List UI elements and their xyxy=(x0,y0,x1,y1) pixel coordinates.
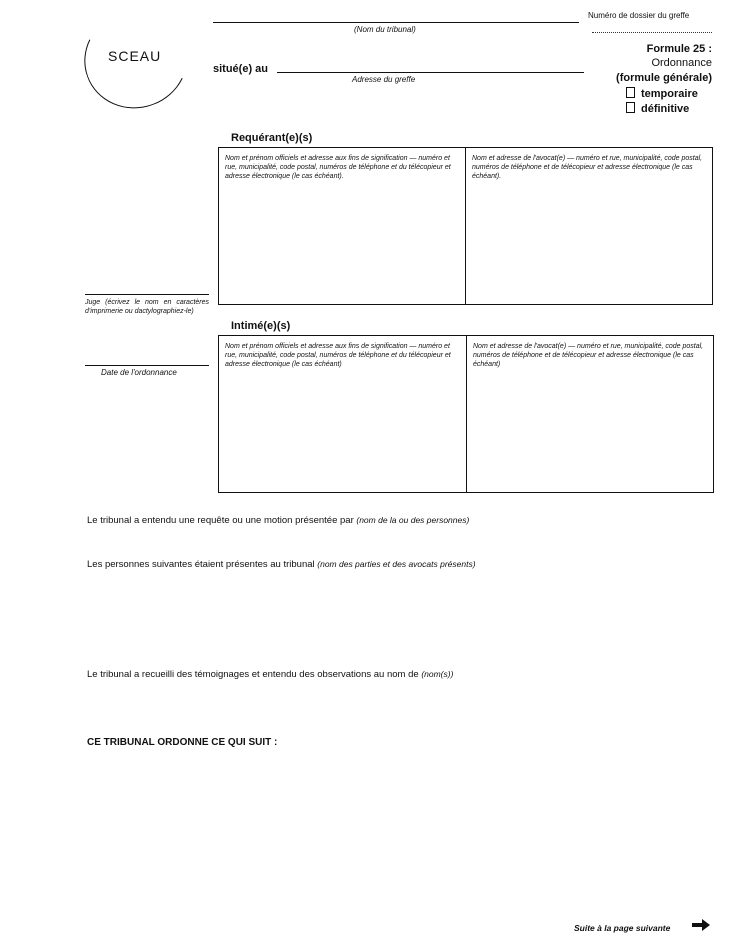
heard-motion-line xyxy=(87,515,469,526)
applicants-box xyxy=(218,147,713,305)
final-checkbox[interactable] xyxy=(626,102,635,113)
form-number: Formule 25 : xyxy=(646,43,712,55)
evidence-text: Le tribunal a recueilli des témoignages et entendu des observations au nom de xyxy=(87,669,419,680)
respondents-heading: Intimé(e)(s) xyxy=(231,320,291,332)
judge-signature-line[interactable] xyxy=(85,294,209,295)
registry-address-caption: Adresse du greffe xyxy=(352,75,416,84)
respondents-right-caption: Nom et adresse de l'avocat(e) — numéro et rue, municipalité, code postal, numéros de téléphone et de télécopieur et adresse électronique (le cas échéant) xyxy=(473,343,704,368)
present-line xyxy=(87,559,476,570)
applicants-left-caption: Nom et prénom officiels et adresse aux fins de signification — numéro et rue, municipalité, code postal, numéros de téléphone et du télécopieur et adresse électronique (le cas échéant). xyxy=(225,155,451,180)
heard-motion-hint: (nom de la ou des personnes) xyxy=(356,515,470,525)
respondents-box xyxy=(218,335,714,493)
court-name-caption: (Nom du tribunal) xyxy=(354,25,416,34)
located-at-label: situé(e) au xyxy=(213,63,269,75)
option-final[interactable] xyxy=(626,102,689,115)
option-temporary[interactable] xyxy=(626,87,698,100)
order-date-line[interactable] xyxy=(85,365,209,366)
applicants-divider xyxy=(465,148,466,304)
respondents-divider xyxy=(466,336,467,492)
present-text: Les personnes suivantes étaient présentes au tribunal xyxy=(87,559,315,570)
respondents-left-caption: Nom et prénom officiels et adresse aux fins de signification — numéro et rue, municipalité, code postal, numéros de téléphone et du télécopieur et adresse électronique (le cas échéant) xyxy=(225,343,451,368)
order-heading: CE TRIBUNAL ORDONNE CE QUI SUIT : xyxy=(87,737,278,748)
continued-text: Suite à la page suivante xyxy=(574,923,671,933)
option-temporary-label: temporaire xyxy=(641,88,698,100)
court-name-line[interactable] xyxy=(213,22,579,23)
registry-address-line[interactable] xyxy=(277,72,584,73)
evidence-hint: (nom(s)) xyxy=(421,669,454,679)
option-final-label: définitive xyxy=(641,103,690,115)
right-arrow-icon xyxy=(692,918,710,936)
seal-label: SCEAU xyxy=(108,48,162,64)
applicants-heading: Requérant(e)(s) xyxy=(231,132,313,144)
present-hint: (nom des parties et des avocats présents) xyxy=(317,559,476,569)
file-number-label: Numéro de dossier du greffe xyxy=(588,11,690,20)
form-title: Ordonnance xyxy=(651,57,712,69)
file-number-field[interactable] xyxy=(592,32,712,33)
form-subtitle: (formule générale) xyxy=(616,72,712,84)
evidence-line xyxy=(87,669,453,680)
temporary-checkbox[interactable] xyxy=(626,87,635,98)
applicants-right-caption: Nom et adresse de l'avocat(e) — numéro et rue, municipalité, code postal, numéros de téléphone et de télécopieur et adresse électronique (le cas échéant). xyxy=(472,155,703,180)
order-date-caption: Date de l'ordonnance xyxy=(101,368,177,377)
heard-motion-text: Le tribunal a entendu une requête ou une motion présentée par xyxy=(87,515,354,526)
judge-caption: Juge (écrivez le nom en caractères d'imprimerie ou dactylographiez-le) xyxy=(85,299,209,315)
